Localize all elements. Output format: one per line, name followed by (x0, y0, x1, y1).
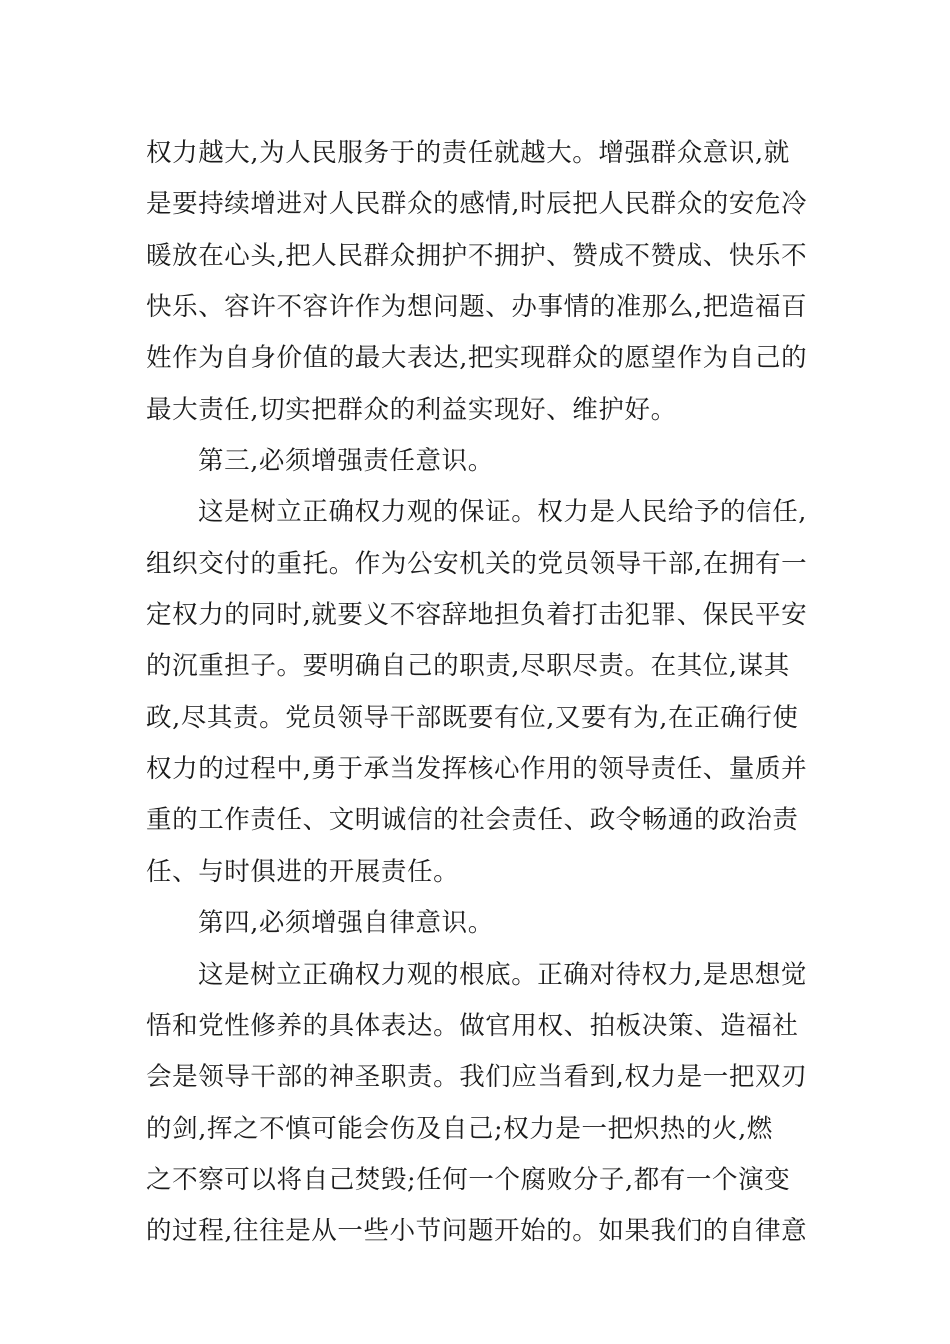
paragraph-first-line: 这是树立正确权力观的根底。正确对待权力,是思想觉 (198, 959, 808, 990)
text-line: 的过程,往往是从一些小节问题开始的。如果我们的自律意 (146, 1216, 808, 1247)
text-line: 的剑,挥之不慎可能会伤及自己;权力是一把炽热的火,燃 (146, 1113, 773, 1144)
text-line: 暖放在心头,把人民群众拥护不拥护、赞成不赞成、快乐不 (146, 240, 808, 271)
text-line: 重的工作责任、文明诚信的社会责任、政令畅通的政治责 (146, 805, 799, 836)
text-line: 组织交付的重托。作为公安机关的党员领导干部,在拥有一 (146, 548, 808, 579)
paragraph-first-line: 这是树立正确权力观的保证。权力是人民给予的信任, (198, 497, 808, 528)
text-line: 任、与时俱进的开展责任。 (146, 856, 460, 887)
section-heading: 第三,必须增强责任意识。 (198, 446, 494, 477)
text-line: 是要持续增进对人民群众的感情,时辰把人民群众的安危冷 (146, 189, 808, 220)
text-line: 会是领导干部的神圣职责。我们应当看到,权力是一把双刃 (146, 1062, 808, 1093)
text-line: 之不察可以将自己焚毁;任何一个腐败分子,都有一个演变 (146, 1164, 791, 1195)
text-line: 定权力的同时,就要义不容辞地担负着打击犯罪、保民平安 (146, 600, 808, 631)
text-line: 快乐、容许不容许作为想问题、办事情的准那么,把造福百 (146, 292, 808, 323)
text-line: 权力的过程中,勇于承当发挥核心作用的领导责任、量质并 (146, 754, 808, 785)
text-line: 姓作为自身价值的最大表达,把实现群众的愿望作为自己的 (146, 343, 808, 374)
document-page (146, 132, 808, 1262)
text-line: 政,尽其责。党员领导干部既要有位,又要有为,在正确行使 (146, 702, 799, 733)
text-line: 悟和党性修养的具体表达。做官用权、拍板决策、造福社 (146, 1010, 799, 1041)
text-line: 权力越大,为人民服务于的责任就越大。增强群众意识,就 (146, 138, 790, 168)
text-line: 的沉重担子。要明确自己的职责,尽职尽责。在其位,谋其 (146, 651, 790, 682)
text-line: 最大责任,切实把群众的利益实现好、维护好。 (146, 394, 677, 425)
section-heading: 第四,必须增强自律意识。 (198, 908, 494, 939)
